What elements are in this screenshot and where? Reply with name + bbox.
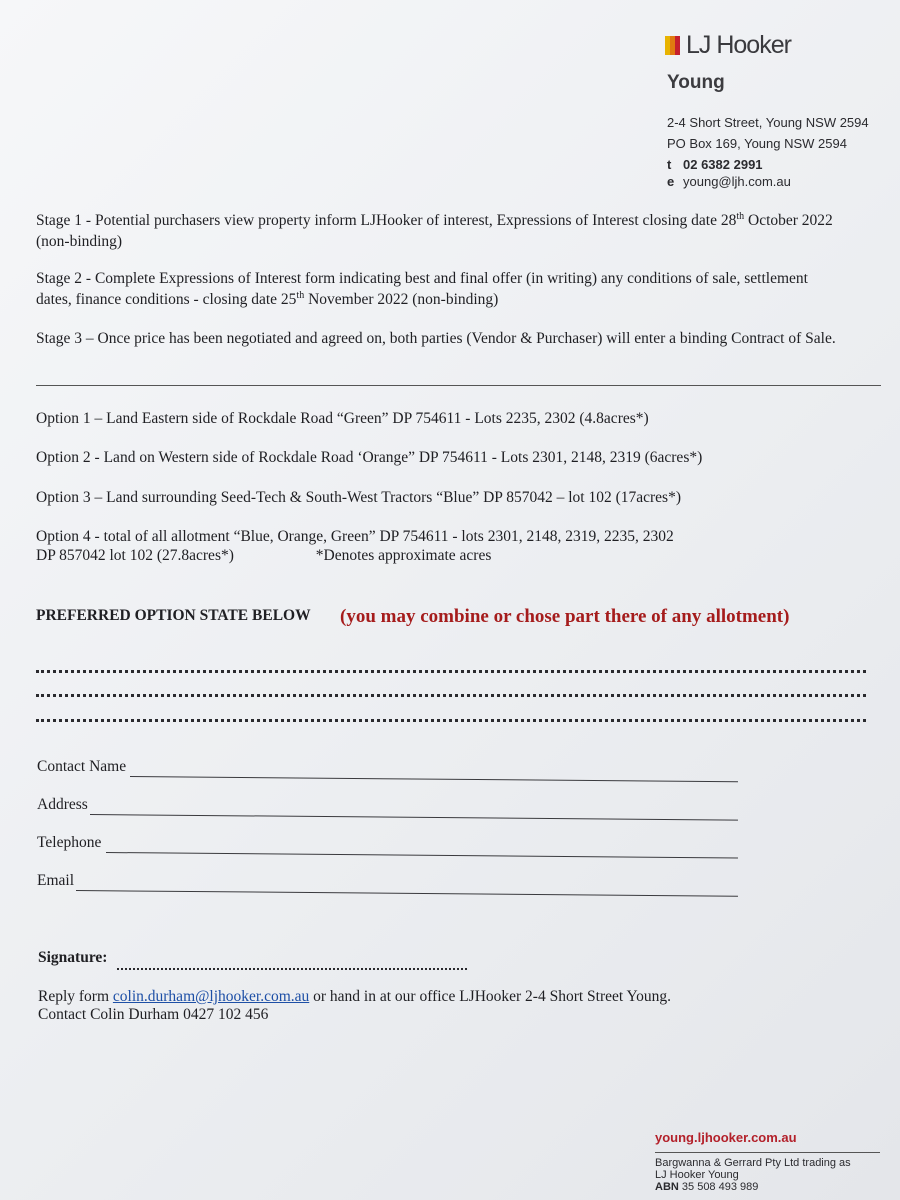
stage-1-part-b: October 2022 (non-binding) xyxy=(36,212,833,250)
preferred-option-label: PREFERRED OPTION STATE BELOW xyxy=(36,607,311,624)
reply-email-link[interactable]: colin.durham@ljhooker.com.au xyxy=(112,988,310,1005)
footer-trading-as: LJ Hooker Young xyxy=(655,1169,739,1181)
stage-2-part-a: Stage 2 - Complete Expressions of Interest form indicating best and final offer (in writing) any conditions of sale, settlement dates, finance conditions - closing date 25 xyxy=(36,270,808,308)
abn-number: 35 508 493 989 xyxy=(681,1181,759,1193)
address-label: Address xyxy=(37,796,88,813)
abn-label: ABN xyxy=(655,1181,679,1193)
address-field[interactable] xyxy=(90,814,738,821)
stage-2-sup: th xyxy=(296,289,305,301)
signature-field[interactable] xyxy=(117,968,467,970)
phone-line xyxy=(667,157,763,172)
office-email: young@ljh.com.au xyxy=(683,174,791,189)
option-3: Option 3 – Land surrounding Seed-Tech & South-West Tractors “Blue” DP 857042 – lot 102 (17acres*) xyxy=(36,489,681,506)
stage-1-text xyxy=(36,210,836,252)
address-line-2: PO Box 169, Young NSW 2594 xyxy=(667,136,847,151)
preferred-option-note: (you may combine or chose part there of any allotment) xyxy=(340,606,790,627)
brand-logo xyxy=(665,33,791,58)
office-name: Young xyxy=(667,72,725,93)
signature-label: Signature: xyxy=(38,949,108,966)
preferred-option-line-2[interactable] xyxy=(36,694,866,697)
footer-company-name: Bargwanna & Gerrard Pty Ltd trading as xyxy=(655,1157,851,1169)
footer-divider xyxy=(655,1152,880,1153)
stage-2-text xyxy=(36,268,836,310)
footer-abn xyxy=(655,1181,895,1193)
reply-instructions xyxy=(38,988,671,1024)
red-square xyxy=(675,36,680,55)
option-2: Option 2 - Land on Western side of Rockdale Road ‘Orange” DP 754611 - Lots 2301, 2148, 2319 (6acres*) xyxy=(36,449,703,466)
contact-name-label: Contact Name xyxy=(37,758,127,775)
brand-name: LJ Hooker xyxy=(686,31,791,59)
brand-squares-icon xyxy=(665,36,680,55)
telephone-field[interactable] xyxy=(106,852,738,859)
stage-1-sup: th xyxy=(736,210,745,222)
phone-prefix: t xyxy=(667,157,672,172)
option-1: Option 1 – Land Eastern side of Rockdale Road “Green” DP 754611 - Lots 2235, 2302 (4.8acres*) xyxy=(36,410,649,427)
option-4-line-1: Option 4 - total of all allotment “Blue, Orange, Green” DP 754611 - lots 2301, 2148, 2319, 2235, 2302 xyxy=(36,528,674,545)
reply-line-1 xyxy=(38,988,671,1006)
email-line xyxy=(667,174,791,189)
reply-prefix: Reply form xyxy=(38,988,110,1005)
stage-1-part-a: Stage 1 - Potential purchasers view property inform LJHooker of interest, Expressions of Interest closing date 28 xyxy=(36,212,737,229)
email-prefix: e xyxy=(667,174,675,189)
reply-suffix: or hand in at our office LJHooker 2-4 Short Street Young. xyxy=(313,988,672,1005)
footer-company xyxy=(655,1157,895,1193)
reply-contact: Contact Colin Durham 0427 102 456 xyxy=(38,1006,269,1023)
email-label: Email xyxy=(37,872,75,889)
footer-website: young.ljhooker.com.au xyxy=(655,1130,797,1145)
preferred-option-line-1[interactable] xyxy=(36,670,866,673)
option-4 xyxy=(36,527,674,565)
stage-3-text: Stage 3 – Once price has been negotiated and agreed on, both parties (Vendor & Purchaser) will enter a binding Contract of Sale. xyxy=(36,330,836,347)
contact-name-field[interactable] xyxy=(130,776,738,782)
option-4-lot: DP 857042 lot 102 (27.8acres*) xyxy=(36,547,234,564)
phone-number: 02 6382 2991 xyxy=(683,157,763,172)
preferred-option-line-3[interactable] xyxy=(36,719,866,722)
email-field[interactable] xyxy=(76,890,738,897)
telephone-label: Telephone xyxy=(37,834,102,851)
stage-2-part-b: November 2022 (non-binding) xyxy=(304,291,499,308)
address-line-1: 2-4 Short Street, Young NSW 2594 xyxy=(667,115,869,130)
divider xyxy=(36,385,881,386)
option-4-line-2 xyxy=(36,546,674,565)
acres-note: *Denotes approximate acres xyxy=(315,547,492,564)
